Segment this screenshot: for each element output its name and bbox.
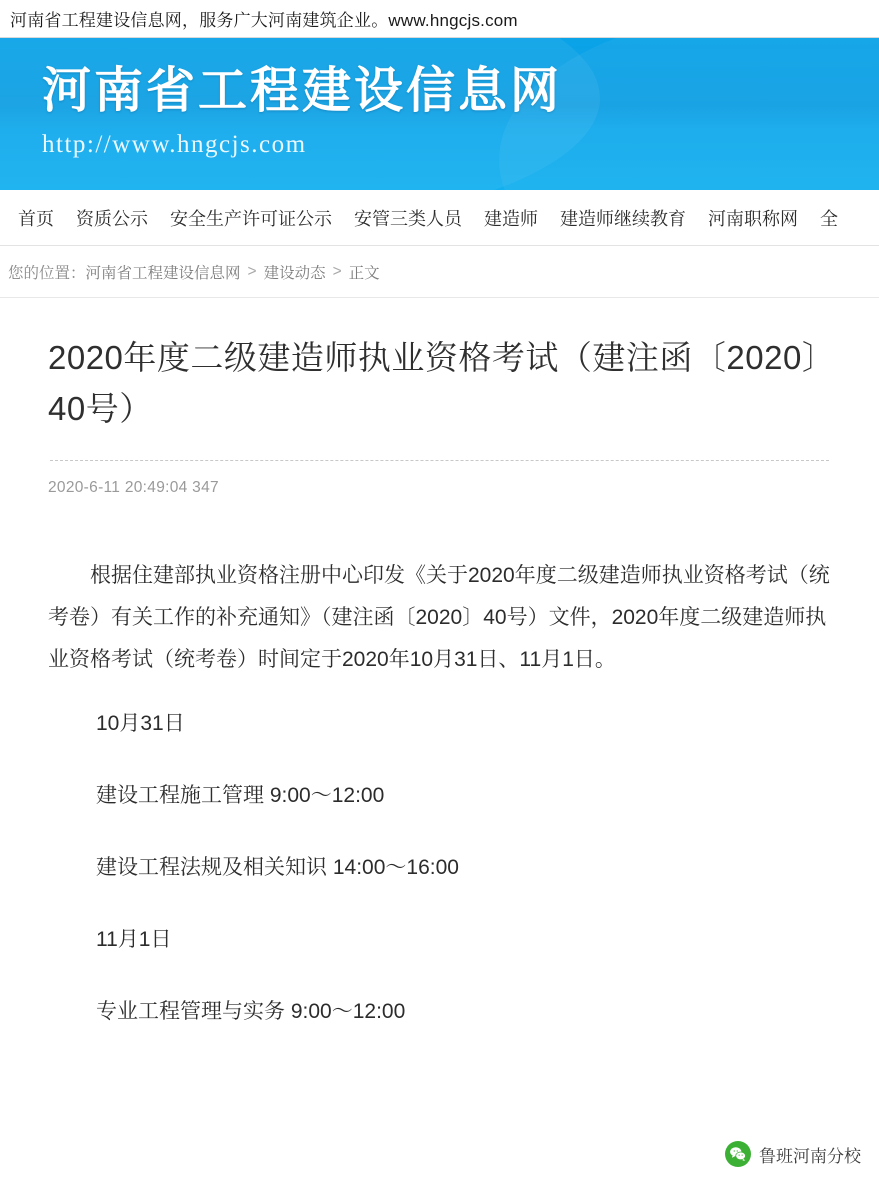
breadcrumb-separator: >	[247, 262, 257, 280]
breadcrumb-current: 正文	[348, 264, 380, 282]
wechat-icon	[725, 1141, 751, 1167]
nav-item-constructor[interactable]: 建造师	[484, 208, 538, 229]
breadcrumb-separator: >	[332, 262, 342, 280]
article-paragraph: 根据住建部执业资格注册中心印发《关于2020年度二级建造师执业资格考试（统考卷）有关工作的补充通知》（建注函〔2020〕40号）文件，2020年度二级建造师执业资格考试（统考卷）时间定于2020年10月31日、11月1日。	[48, 564, 830, 672]
nav-item-safety-three-categories[interactable]: 安管三类人员	[354, 208, 462, 229]
article-paragraph: 11月1日	[96, 928, 172, 952]
nav-item-more[interactable]: 全	[820, 208, 838, 229]
main-navigation[interactable]	[0, 190, 879, 246]
breadcrumb-label: 您的位置：	[8, 264, 86, 282]
article-paragraph: 10月31日	[96, 712, 185, 736]
wechat-account-badge[interactable]	[725, 1141, 861, 1167]
nav-item-constructor-continuing-education[interactable]: 建造师继续教育	[560, 208, 686, 229]
wechat-account-name: 鲁班河南分校	[759, 1146, 861, 1166]
article	[0, 298, 879, 1033]
top-notice-text: 河南省工程建设信息网，服务广大河南建筑企业。www.hngcjs.com	[10, 11, 518, 30]
article-paragraph: 建设工程施工管理 9:00～12:00	[96, 784, 385, 808]
article-body	[48, 497, 831, 1033]
article-paragraph: 专业工程管理与实务 9:00～12:00	[96, 1000, 406, 1024]
article-paragraph: 建设工程法规及相关知识 14:00～16:00	[96, 856, 459, 880]
top-notice-bar	[0, 0, 879, 38]
breadcrumb	[0, 246, 879, 298]
site-banner	[0, 38, 879, 190]
breadcrumb-section[interactable]: 建设动态	[263, 264, 326, 282]
article-timestamp: 2020-6-11 20:49:04 347	[48, 479, 219, 497]
breadcrumb-site[interactable]: 河南省工程建设信息网	[85, 264, 241, 282]
nav-item-qualification-publicity[interactable]: 资质公示	[76, 208, 148, 229]
nav-item-safety-license-publicity[interactable]: 安全生产许可证公示	[170, 208, 332, 229]
page-title: 2020年度二级建造师执业资格考试（建注函〔2020〕40号）	[48, 339, 819, 428]
nav-item-home[interactable]: 首页	[18, 208, 54, 229]
site-url: http://www.hngcjs.com	[42, 131, 307, 159]
nav-item-henan-title-network[interactable]: 河南职称网	[708, 208, 798, 229]
site-title: 河南省工程建设信息网	[42, 63, 563, 118]
